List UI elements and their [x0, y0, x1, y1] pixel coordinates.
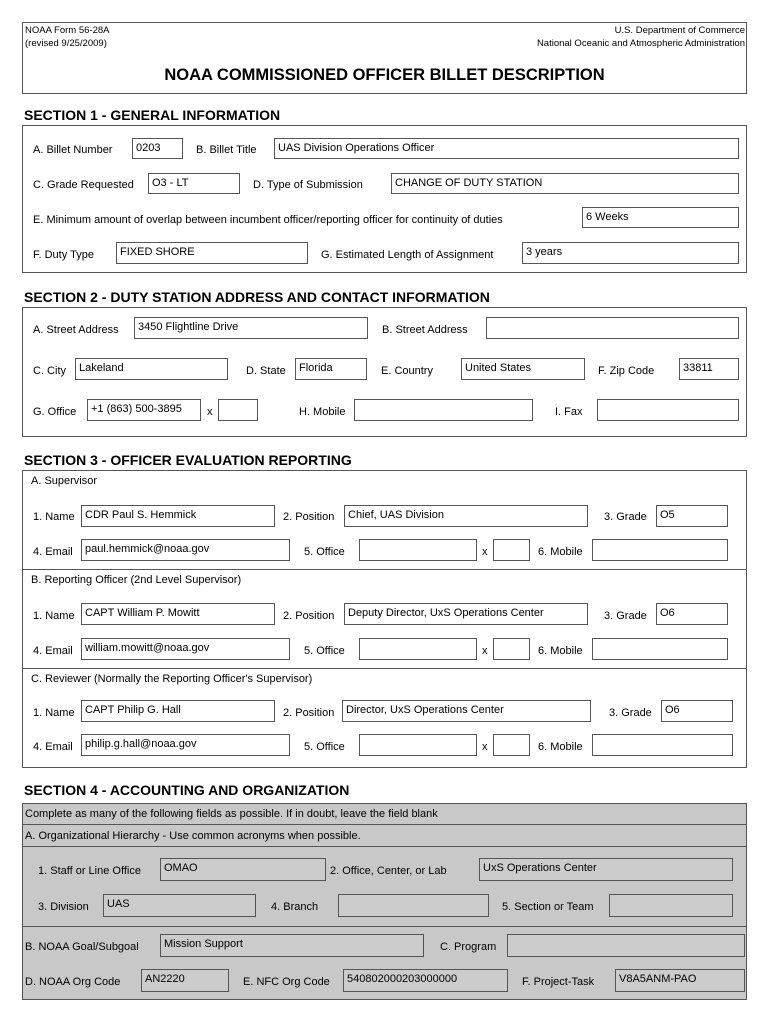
zip-field[interactable]: 33811	[679, 358, 739, 380]
city-field[interactable]: Lakeland	[75, 358, 228, 380]
project-label: F. Project-Task	[522, 976, 595, 988]
supervisor-mobile-label: 6. Mobile	[538, 546, 583, 558]
billet-number-field[interactable]: 0203	[132, 138, 183, 159]
overlap-label: E. Minimum amount of overlap between incumbent officer/reporting officer for continuity of duties	[33, 214, 503, 226]
office-center-field[interactable]: UxS Operations Center	[479, 858, 733, 881]
office-ext-field[interactable]	[218, 399, 258, 421]
section4-divider-1	[22, 824, 747, 825]
fax-field[interactable]	[597, 399, 739, 421]
reviewer-mobile-field[interactable]	[592, 734, 733, 756]
section1-title: SECTION 1 - GENERAL INFORMATION	[24, 107, 281, 123]
overlap-field[interactable]: 6 Weeks	[582, 207, 739, 228]
department: U.S. Department of Commerce	[614, 25, 745, 36]
supervisor-email-label: 4. Email	[33, 546, 73, 558]
reporting-mobile-label: 6. Mobile	[538, 645, 583, 657]
form-revised: (revised 9/25/2009)	[25, 38, 107, 49]
nfc-label: E. NFC Org Code	[243, 976, 330, 988]
reporting-office-label: 5. Office	[304, 645, 345, 657]
city-label: C. City	[33, 365, 66, 377]
section4-note: Complete as many of the following fields as possible. If in doubt, leave the field blank	[25, 808, 438, 820]
division-label: 3. Division	[38, 901, 89, 913]
state-field[interactable]: Florida	[295, 358, 367, 380]
goal-field[interactable]: Mission Support	[160, 934, 424, 957]
submission-field[interactable]: CHANGE OF DUTY STATION	[391, 173, 739, 194]
office-label: G. Office	[33, 406, 77, 418]
country-field[interactable]: United States	[461, 358, 585, 380]
office-center-label: 2. Office, Center, or Lab	[330, 865, 447, 877]
supervisor-heading: A. Supervisor	[31, 475, 98, 487]
section-team-field[interactable]	[609, 894, 733, 917]
duty-type-field[interactable]: FIXED SHORE	[116, 242, 308, 264]
supervisor-office-label: 5. Office	[304, 546, 345, 558]
zip-label: F. Zip Code	[598, 365, 655, 377]
supervisor-grade-field[interactable]: O5	[656, 505, 728, 527]
reporting-heading: B. Reporting Officer (2nd Level Supervisor)	[31, 574, 242, 586]
reporting-ext-field[interactable]	[493, 638, 530, 660]
reporting-email-label: 4. Email	[33, 645, 73, 657]
grade-field[interactable]: O3 - LT	[148, 173, 240, 194]
reviewer-office-label: 5. Office	[304, 741, 345, 753]
staff-label: 1. Staff or Line Office	[38, 865, 141, 877]
section2-title: SECTION 2 - DUTY STATION ADDRESS AND CONTACT INFORMATION	[24, 289, 490, 305]
reporting-grade-field[interactable]: O6	[656, 603, 728, 625]
program-label: C. Program	[440, 941, 497, 953]
reviewer-heading: C. Reviewer (Normally the Reporting Officer's Supervisor)	[31, 673, 313, 685]
supervisor-office-field[interactable]	[359, 539, 477, 561]
reporting-name-field[interactable]: CAPT William P. Mowitt	[81, 603, 275, 625]
country-label: E. Country	[381, 365, 433, 377]
supervisor-ext-field[interactable]	[493, 539, 530, 561]
org-code-label: D. NOAA Org Code	[25, 976, 121, 988]
supervisor-mobile-field[interactable]	[592, 539, 728, 561]
reviewer-x-label: x	[482, 741, 488, 753]
reporting-name-label: 1. Name	[33, 610, 75, 622]
supervisor-name-field[interactable]: CDR Paul S. Hemmick	[81, 505, 275, 527]
section-team-label: 5. Section or Team	[502, 901, 594, 913]
org-heading: A. Organizational Hierarchy - Use common acronyms when possible.	[25, 830, 361, 842]
division-field[interactable]: UAS	[103, 894, 256, 917]
reviewer-name-field[interactable]: CAPT Philip G. Hall	[81, 700, 275, 722]
supervisor-position-label: 2. Position	[283, 511, 335, 523]
length-label: G. Estimated Length of Assignment	[321, 249, 494, 261]
staff-field[interactable]: OMAO	[160, 858, 326, 881]
goal-label: B. NOAA Goal/Subgoal	[25, 941, 139, 953]
section4-title: SECTION 4 - ACCOUNTING AND ORGANIZATION	[24, 782, 350, 798]
form-number: NOAA Form 56-28A	[25, 25, 110, 36]
reporting-position-label: 2. Position	[283, 610, 335, 622]
billet-title-label: B. Billet Title	[196, 144, 257, 156]
agency: National Oceanic and Atmospheric Administration	[536, 38, 745, 49]
supervisor-position-field[interactable]: Chief, UAS Division	[344, 505, 588, 527]
office-ext-label: x	[207, 406, 213, 418]
reporting-email-field[interactable]: william.mowitt@noaa.gov	[81, 638, 290, 660]
reviewer-ext-field[interactable]	[493, 734, 530, 756]
reporting-x-label: x	[482, 645, 488, 657]
reporting-grade-label: 3. Grade	[604, 610, 647, 622]
street-a-field[interactable]: 3450 Flightline Drive	[134, 317, 368, 339]
grade-label: C. Grade Requested	[33, 179, 134, 191]
branch-label: 4. Branch	[271, 901, 319, 913]
length-field[interactable]: 3 years	[522, 242, 739, 264]
street-b-label: B. Street Address	[382, 324, 468, 336]
reviewer-position-label: 2. Position	[283, 707, 335, 719]
state-label: D. State	[246, 365, 286, 377]
duty-type-label: F. Duty Type	[33, 249, 94, 261]
fax-label: I. Fax	[555, 406, 583, 418]
billet-number-label: A. Billet Number	[33, 144, 113, 156]
street-a-label: A. Street Address	[33, 324, 119, 336]
reviewer-grade-field[interactable]: O6	[661, 700, 733, 722]
office-field[interactable]: +1 (863) 500-3895	[87, 399, 201, 421]
billet-title-field[interactable]: UAS Division Operations Officer	[274, 138, 739, 159]
submission-label: D. Type of Submission	[253, 179, 363, 191]
reviewer-mobile-label: 6. Mobile	[538, 741, 583, 753]
reviewer-grade-label: 3. Grade	[609, 707, 652, 719]
org-code-field[interactable]: AN2220	[141, 969, 229, 992]
program-field[interactable]	[507, 934, 745, 957]
section3-divider-c	[22, 668, 747, 669]
mobile-field[interactable]	[354, 399, 533, 421]
reporting-office-field[interactable]	[359, 638, 477, 660]
reporting-mobile-field[interactable]	[592, 638, 728, 660]
supervisor-email-field[interactable]: paul.hemmick@noaa.gov	[81, 539, 290, 561]
reviewer-email-field[interactable]: philip.g.hall@noaa.gov	[81, 734, 290, 756]
branch-field[interactable]	[338, 894, 489, 917]
supervisor-name-label: 1. Name	[33, 511, 75, 523]
section3-title: SECTION 3 - OFFICER EVALUATION REPORTING	[24, 452, 352, 468]
reporting-position-field[interactable]: Deputy Director, UxS Operations Center	[344, 603, 588, 625]
section3-divider-b	[22, 569, 747, 570]
reviewer-office-field[interactable]	[359, 734, 477, 756]
street-b-field[interactable]	[486, 317, 739, 339]
supervisor-x-label: x	[482, 546, 488, 558]
reviewer-position-field[interactable]: Director, UxS Operations Center	[342, 700, 591, 722]
reviewer-email-label: 4. Email	[33, 741, 73, 753]
page-title: NOAA COMMISSIONED OFFICER BILLET DESCRIPTION	[164, 66, 605, 84]
reviewer-name-label: 1. Name	[33, 707, 75, 719]
supervisor-grade-label: 3. Grade	[604, 511, 647, 523]
nfc-field[interactable]: 540802000203000000	[343, 969, 508, 992]
project-field[interactable]: V8A5ANM-PAO	[615, 969, 745, 992]
mobile-label: H. Mobile	[299, 406, 346, 418]
